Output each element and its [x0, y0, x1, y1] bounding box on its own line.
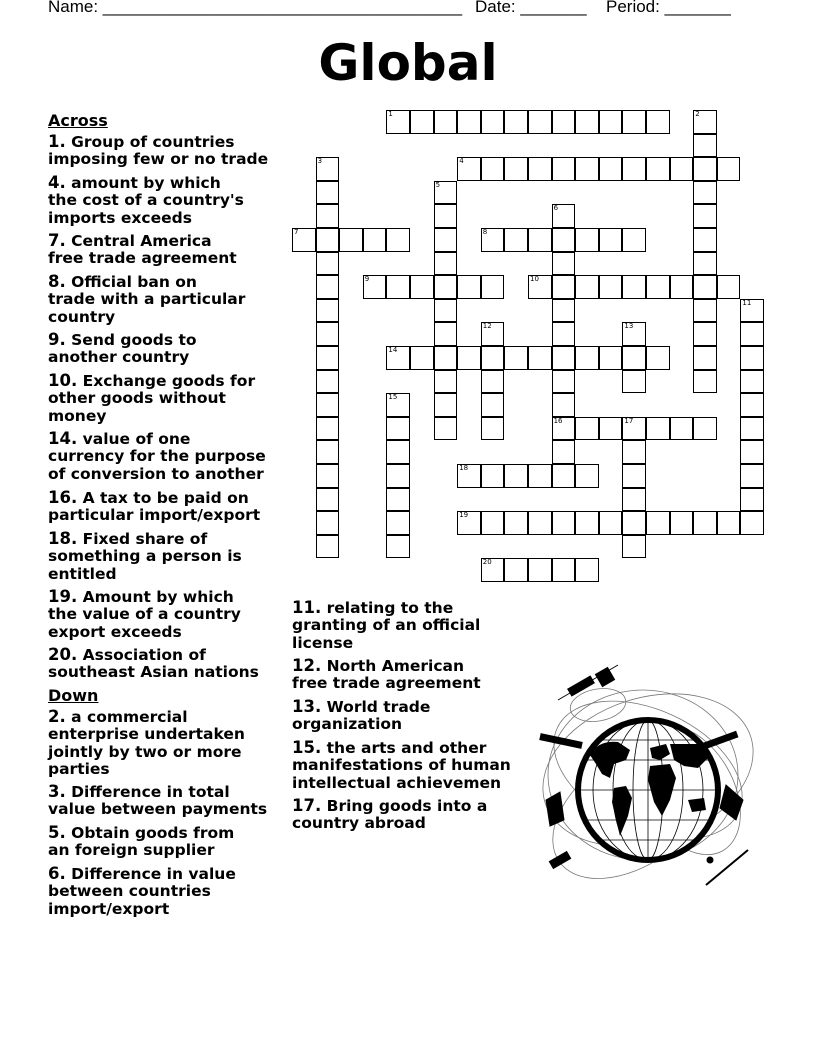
- clue-number: 11.: [292, 598, 322, 617]
- clue-text-line: Official ban on: [65, 273, 197, 291]
- grid-cell[interactable]: [316, 157, 340, 181]
- grid-cell[interactable]: [410, 275, 434, 299]
- clue-text-line: parties: [48, 760, 110, 779]
- grid-cell[interactable]: [599, 228, 623, 252]
- grid-clue-number: 18: [459, 464, 469, 472]
- grid-cell[interactable]: [740, 393, 764, 417]
- grid-cell[interactable]: [316, 370, 340, 394]
- clue-text-line: license: [292, 633, 354, 652]
- grid-cell[interactable]: [575, 110, 599, 134]
- grid-cell[interactable]: [434, 181, 458, 205]
- clue-text-line: free trade agreement: [292, 674, 481, 693]
- clue-text-line: the value of a country: [48, 605, 241, 624]
- grid-cell[interactable]: [528, 110, 552, 134]
- clue-number: 19.: [48, 587, 78, 606]
- across-clue: [48, 646, 259, 682]
- across-clue: [48, 273, 245, 326]
- grid-clue-number: 10: [530, 275, 539, 284]
- grid-cell[interactable]: [528, 346, 552, 370]
- grid-cell[interactable]: [457, 275, 481, 299]
- grid-cell[interactable]: [316, 440, 340, 464]
- clue-text-line: currency for the purpose: [48, 447, 266, 466]
- grid-cell[interactable]: [386, 488, 410, 512]
- grid-cell[interactable]: [410, 110, 434, 134]
- down-clue: [48, 783, 267, 819]
- across-clue: [48, 489, 260, 525]
- name-field-label: Name: ______________________________________: [48, 0, 463, 16]
- grid-cell[interactable]: [504, 157, 528, 181]
- clue-text-line: granting of an official: [292, 616, 481, 635]
- grid-cell[interactable]: [316, 299, 340, 323]
- grid-cell[interactable]: [386, 346, 410, 370]
- grid-cell[interactable]: [386, 110, 410, 134]
- grid-cell[interactable]: [693, 417, 717, 441]
- grid-cell[interactable]: [693, 511, 717, 535]
- clue-text-line: Difference in total: [65, 783, 230, 801]
- grid-cell[interactable]: [740, 511, 764, 535]
- grid-cell[interactable]: [622, 464, 646, 488]
- grid-cell[interactable]: [599, 511, 623, 535]
- grid-cell[interactable]: [552, 464, 576, 488]
- clue-text-line: enterprise undertaken: [48, 725, 245, 744]
- grid-cell[interactable]: [316, 488, 340, 512]
- grid-clue-number: 7: [294, 228, 299, 236]
- grid-cell[interactable]: [693, 252, 717, 276]
- clue-text-line: imposing few or no trade: [48, 150, 269, 169]
- grid-cell[interactable]: [434, 110, 458, 134]
- grid-cell[interactable]: [434, 393, 458, 417]
- clue-number: 12.: [292, 656, 322, 675]
- grid-cell[interactable]: [740, 417, 764, 441]
- clue-number: 9.: [48, 330, 66, 349]
- grid-clue-number: 16: [553, 416, 563, 425]
- grid-cell[interactable]: [528, 464, 552, 488]
- clue-number: 1.: [48, 132, 66, 151]
- grid-cell[interactable]: [481, 110, 505, 134]
- down-clue: [48, 708, 245, 779]
- grid-cell[interactable]: [622, 228, 646, 252]
- clue-text-line: southeast Asian nations: [48, 663, 259, 682]
- grid-cell[interactable]: [693, 110, 717, 134]
- clue-text-line: Amount by which: [77, 588, 234, 606]
- grid-cell[interactable]: [552, 157, 576, 181]
- grid-cell[interactable]: [575, 417, 599, 441]
- clue-number: 18.: [48, 529, 78, 548]
- clue-number: 2.: [48, 707, 66, 726]
- grid-cell[interactable]: [575, 464, 599, 488]
- grid-clue-number: 8: [482, 228, 488, 236]
- down-clue: [292, 599, 480, 652]
- grid-cell[interactable]: [552, 370, 576, 394]
- clue-text-line: Bring goods into a: [321, 797, 488, 815]
- grid-cell[interactable]: [622, 535, 646, 559]
- grid-cell[interactable]: [481, 370, 505, 394]
- down-clue: [292, 739, 511, 792]
- grid-clue-number: 2: [695, 110, 700, 118]
- clue-text-line: value between payments: [48, 800, 268, 819]
- grid-cell[interactable]: [693, 228, 717, 252]
- clue-text-line: import/export: [48, 899, 170, 918]
- grid-cell[interactable]: [599, 346, 623, 370]
- grid-cell[interactable]: [457, 110, 481, 134]
- grid-cell[interactable]: [316, 228, 340, 252]
- clue-text-line: free trade agreement: [48, 249, 237, 268]
- grid-clue-number: 17: [624, 416, 634, 425]
- down-clue: [48, 824, 234, 860]
- puzzle-title: Global: [318, 34, 498, 92]
- clue-text-line: of conversion to another: [48, 464, 264, 483]
- clue-text-line: jointly by two or more: [48, 742, 242, 761]
- grid-cell[interactable]: [622, 488, 646, 512]
- clue-number: 6.: [48, 864, 66, 883]
- grid-cell[interactable]: [316, 464, 340, 488]
- clue-text-line: Obtain goods from: [65, 824, 235, 842]
- grid-cell[interactable]: [575, 275, 599, 299]
- grid-cell[interactable]: [622, 440, 646, 464]
- down-clue: [292, 657, 481, 693]
- grid-cell[interactable]: [386, 393, 410, 417]
- clue-text-line: between countries: [48, 882, 211, 901]
- clue-number: 7.: [48, 231, 66, 250]
- grid-cell[interactable]: [528, 275, 552, 299]
- clue-text-line: Send goods to: [65, 331, 197, 349]
- grid-cell[interactable]: [504, 464, 528, 488]
- clue-text-line: another country: [48, 348, 190, 367]
- grid-clue-number: 9: [364, 275, 370, 284]
- grid-clue-number: 11: [742, 298, 752, 307]
- grid-clue-number: 6: [553, 204, 559, 213]
- grid-cell[interactable]: [599, 275, 623, 299]
- grid-cell[interactable]: [646, 275, 670, 299]
- clue-text-line: an foreign supplier: [48, 841, 215, 860]
- clue-text-line: value of one: [77, 430, 191, 448]
- clue-text-line: country abroad: [292, 814, 426, 833]
- grid-cell[interactable]: [316, 535, 340, 559]
- clue-text-line: entitled: [48, 564, 117, 583]
- clue-text-line: manifestations of human: [292, 756, 511, 775]
- down-clue: [292, 797, 487, 833]
- grid-cell[interactable]: [740, 440, 764, 464]
- grid-cell[interactable]: [693, 346, 717, 370]
- grid-cell[interactable]: [670, 417, 694, 441]
- grid-cell[interactable]: [693, 157, 717, 181]
- clue-text-line: country: [48, 307, 116, 326]
- clue-text-line: a commercial: [65, 708, 188, 726]
- grid-cell[interactable]: [481, 558, 505, 582]
- across-clue: [48, 174, 244, 227]
- grid-cell[interactable]: [316, 275, 340, 299]
- clue-text-line: relating to the: [321, 599, 454, 617]
- grid-cell[interactable]: [434, 275, 458, 299]
- grid-cell[interactable]: [386, 417, 410, 441]
- clue-text-line: Fixed share of: [77, 530, 208, 548]
- grid-cell[interactable]: [504, 228, 528, 252]
- grid-cell[interactable]: [292, 228, 316, 252]
- across-clue: [48, 232, 237, 268]
- grid-cell[interactable]: [646, 417, 670, 441]
- grid-cell[interactable]: [434, 417, 458, 441]
- grid-cell[interactable]: [316, 322, 340, 346]
- grid-cell[interactable]: [457, 346, 481, 370]
- grid-cell[interactable]: [740, 464, 764, 488]
- grid-clue-number: 19: [459, 511, 469, 520]
- down-heading: Down: [48, 686, 99, 705]
- grid-cell[interactable]: [481, 157, 505, 181]
- grid-cell[interactable]: [575, 157, 599, 181]
- grid-cell[interactable]: [575, 346, 599, 370]
- grid-cell[interactable]: [693, 275, 717, 299]
- grid-cell[interactable]: [386, 511, 410, 535]
- grid-clue-number: 14: [388, 346, 398, 354]
- grid-cell[interactable]: [481, 346, 505, 370]
- clue-text-line: World trade: [321, 698, 431, 716]
- grid-cell[interactable]: [339, 228, 363, 252]
- grid-cell[interactable]: [552, 110, 576, 134]
- grid-cell[interactable]: [552, 204, 576, 228]
- grid-cell[interactable]: [481, 228, 505, 252]
- grid-cell[interactable]: [481, 275, 505, 299]
- grid-cell[interactable]: [693, 204, 717, 228]
- grid-cell[interactable]: [316, 346, 340, 370]
- grid-cell[interactable]: [504, 346, 528, 370]
- clue-text-line: intellectual achievemen: [292, 773, 502, 792]
- grid-clue-number: 12: [482, 322, 492, 331]
- grid-cell[interactable]: [552, 440, 576, 464]
- grid-cell[interactable]: [434, 322, 458, 346]
- grid-cell[interactable]: [552, 346, 576, 370]
- grid-cell[interactable]: [434, 299, 458, 323]
- clue-text-line: Central America: [65, 232, 212, 250]
- grid-cell[interactable]: [717, 275, 741, 299]
- grid-cell[interactable]: [552, 228, 576, 252]
- clue-text-line: the cost of a country's: [48, 191, 244, 210]
- grid-cell[interactable]: [386, 228, 410, 252]
- grid-cell[interactable]: [693, 299, 717, 323]
- clue-text-line: something a person is: [48, 547, 242, 566]
- grid-cell[interactable]: [646, 346, 670, 370]
- grid-clue-number: 4: [459, 157, 464, 166]
- across-clue: [48, 530, 242, 583]
- grid-clue-number: 13: [624, 322, 634, 331]
- grid-cell[interactable]: [599, 157, 623, 181]
- grid-cell[interactable]: [552, 252, 576, 276]
- grid-cell[interactable]: [316, 181, 340, 205]
- clue-text-line: amount by which: [65, 174, 221, 192]
- grid-cell[interactable]: [552, 322, 576, 346]
- grid-cell[interactable]: [740, 488, 764, 512]
- grid-cell[interactable]: [363, 275, 387, 299]
- clue-number: 17.: [292, 796, 322, 815]
- grid-cell[interactable]: [528, 511, 552, 535]
- grid-cell[interactable]: [622, 370, 646, 394]
- clue-number: 10.: [48, 371, 78, 390]
- grid-cell[interactable]: [457, 157, 481, 181]
- across-heading: Across: [48, 111, 108, 130]
- grid-cell[interactable]: [528, 157, 552, 181]
- clue-text-line: Group of countries: [65, 133, 235, 151]
- grid-cell[interactable]: [434, 228, 458, 252]
- grid-cell[interactable]: [316, 393, 340, 417]
- grid-cell[interactable]: [622, 110, 646, 134]
- grid-cell[interactable]: [316, 417, 340, 441]
- grid-cell[interactable]: [670, 275, 694, 299]
- grid-cell[interactable]: [622, 275, 646, 299]
- grid-cell[interactable]: [740, 370, 764, 394]
- across-clue: [48, 430, 266, 483]
- clue-text-line: North American: [321, 657, 465, 675]
- clue-number: 15.: [292, 738, 322, 757]
- clue-text-line: organization: [292, 715, 403, 734]
- grid-cell[interactable]: [552, 275, 576, 299]
- grid-cell[interactable]: [599, 110, 623, 134]
- grid-cell[interactable]: [717, 511, 741, 535]
- grid-cell[interactable]: [599, 417, 623, 441]
- grid-cell[interactable]: [316, 511, 340, 535]
- clue-text-line: imports exceeds: [48, 208, 192, 227]
- grid-cell[interactable]: [316, 252, 340, 276]
- grid-clue-number: 15: [388, 393, 398, 402]
- clue-number: 8.: [48, 272, 66, 291]
- grid-clue-number: 1: [388, 110, 393, 118]
- across-clue: [48, 133, 268, 169]
- grid-cell[interactable]: [504, 511, 528, 535]
- grid-cell[interactable]: [646, 110, 670, 134]
- grid-clue-number: 5: [435, 180, 441, 189]
- down-clue: [48, 865, 236, 918]
- period-field-label: Period: _______: [606, 0, 731, 16]
- across-clue: [48, 588, 241, 641]
- grid-cell[interactable]: [622, 157, 646, 181]
- grid-cell[interactable]: [740, 346, 764, 370]
- grid-cell[interactable]: [740, 322, 764, 346]
- grid-cell[interactable]: [481, 322, 505, 346]
- clue-text-line: the arts and other: [321, 739, 487, 757]
- grid-cell[interactable]: [740, 299, 764, 323]
- grid-cell[interactable]: [622, 322, 646, 346]
- grid-cell[interactable]: [386, 440, 410, 464]
- grid-cell[interactable]: [670, 157, 694, 181]
- grid-cell[interactable]: [504, 110, 528, 134]
- clue-text-line: particular import/export: [48, 506, 261, 525]
- clue-text-line: other goods without: [48, 389, 226, 408]
- grid-cell[interactable]: [316, 204, 340, 228]
- clue-number: 4.: [48, 173, 66, 192]
- grid-clue-number: 3: [317, 157, 323, 166]
- grid-cell[interactable]: [552, 511, 576, 535]
- grid-cell[interactable]: [528, 228, 552, 252]
- grid-cell[interactable]: [434, 346, 458, 370]
- grid-cell[interactable]: [693, 181, 717, 205]
- clue-text-line: Association of: [77, 646, 206, 664]
- globe-satellite-illustration: [538, 660, 758, 890]
- grid-cell[interactable]: [434, 204, 458, 228]
- grid-cell[interactable]: [434, 252, 458, 276]
- grid-cell[interactable]: [481, 464, 505, 488]
- date-field-label: Date: _______: [475, 0, 587, 16]
- clue-number: 20.: [48, 645, 78, 664]
- clue-text-line: money: [48, 406, 107, 425]
- clue-number: 14.: [48, 429, 78, 448]
- grid-cell[interactable]: [693, 134, 717, 158]
- grid-cell[interactable]: [622, 346, 646, 370]
- clue-number: 16.: [48, 488, 78, 507]
- grid-cell[interactable]: [552, 417, 576, 441]
- grid-cell[interactable]: [481, 393, 505, 417]
- grid-cell[interactable]: [575, 511, 599, 535]
- grid-cell[interactable]: [552, 299, 576, 323]
- grid-cell[interactable]: [575, 558, 599, 582]
- grid-cell[interactable]: [622, 511, 646, 535]
- clue-number: 13.: [292, 697, 322, 716]
- grid-cell[interactable]: [457, 511, 481, 535]
- clue-number: 3.: [48, 782, 66, 801]
- down-clue: [292, 698, 430, 734]
- grid-cell[interactable]: [386, 535, 410, 559]
- clue-text-line: A tax to be paid on: [77, 489, 249, 507]
- grid-cell[interactable]: [386, 464, 410, 488]
- grid-cell[interactable]: [670, 511, 694, 535]
- clue-text-line: trade with a particular: [48, 290, 246, 309]
- grid-cell[interactable]: [410, 346, 434, 370]
- grid-cell[interactable]: [434, 370, 458, 394]
- grid-cell[interactable]: [386, 275, 410, 299]
- grid-cell[interactable]: [575, 228, 599, 252]
- grid-cell[interactable]: [717, 157, 741, 181]
- grid-cell[interactable]: [481, 417, 505, 441]
- grid-cell[interactable]: [504, 558, 528, 582]
- grid-cell[interactable]: [622, 417, 646, 441]
- grid-cell[interactable]: [646, 157, 670, 181]
- across-clue: [48, 372, 255, 425]
- grid-cell[interactable]: [457, 464, 481, 488]
- across-clue: [48, 331, 197, 367]
- grid-clue-number: 20: [482, 558, 492, 567]
- clue-text-line: export exceeds: [48, 622, 182, 641]
- grid-cell[interactable]: [646, 511, 670, 535]
- grid-cell[interactable]: [528, 558, 552, 582]
- grid-cell[interactable]: [363, 228, 387, 252]
- clue-number: 5.: [48, 823, 66, 842]
- grid-cell[interactable]: [552, 558, 576, 582]
- grid-cell[interactable]: [481, 511, 505, 535]
- clue-text-line: Exchange goods for: [77, 372, 256, 390]
- grid-cell[interactable]: [552, 393, 576, 417]
- globe-icon: [578, 720, 718, 860]
- grid-cell[interactable]: [693, 370, 717, 394]
- grid-cell[interactable]: [693, 322, 717, 346]
- clue-text-line: Difference in value: [65, 865, 236, 883]
